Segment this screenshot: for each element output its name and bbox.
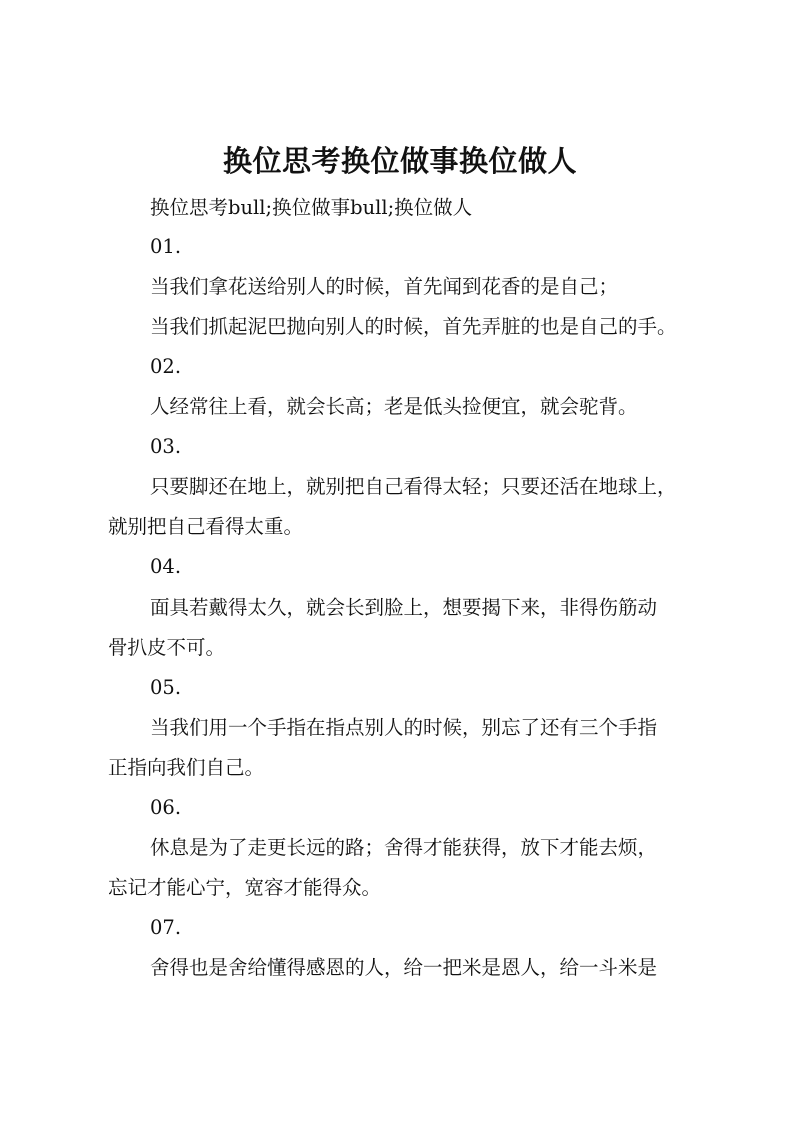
section-number-05: 05. (150, 676, 182, 699)
paragraph-line: 面具若戴得太久，就会长到脸上，想要揭下来，非得伤筋动 (150, 596, 658, 619)
section-number-02: 02. (150, 355, 182, 378)
section-number-07: 07. (150, 916, 182, 939)
paragraph-line: 忘记才能心宁，宽容才能得众。 (108, 876, 382, 899)
paragraph-line: 当我们抓起泥巴抛向别人的时候，首先弄脏的也是自己的手。 (150, 315, 677, 338)
section-number-06: 06. (150, 796, 182, 819)
paragraph-line: 骨扒皮不可。 (108, 636, 226, 659)
subtitle-line: 换位思考bull;换位做事bull;换位做人 (150, 196, 473, 219)
paragraph-line: 休息是为了走更长远的路；舍得才能获得，放下才能去烦， (150, 836, 658, 859)
paragraph-line: 舍得也是舍给懂得感恩的人，给一把米是恩人，给一斗米是 (150, 956, 658, 979)
paragraph-line: 只要脚还在地上，就别把自己看得太轻；只要还活在地球上， (150, 475, 677, 498)
document-title: 换位思考换位做事换位做人 (222, 144, 577, 178)
section-number-01: 01. (150, 235, 182, 258)
section-number-03: 03. (150, 435, 182, 458)
paragraph-line: 人经常往上看，就会长高；老是低头捡便宜，就会驼背。 (150, 395, 638, 418)
section-number-04: 04. (150, 555, 182, 578)
paragraph-line: 当我们用一个手指在指点别人的时候，别忘了还有三个手指 (150, 716, 658, 739)
paragraph-line: 当我们拿花送给别人的时候，首先闻到花香的是自己； (150, 275, 619, 298)
paragraph-line: 正指向我们自己。 (108, 756, 265, 779)
paragraph-line: 就别把自己看得太重。 (108, 515, 304, 538)
